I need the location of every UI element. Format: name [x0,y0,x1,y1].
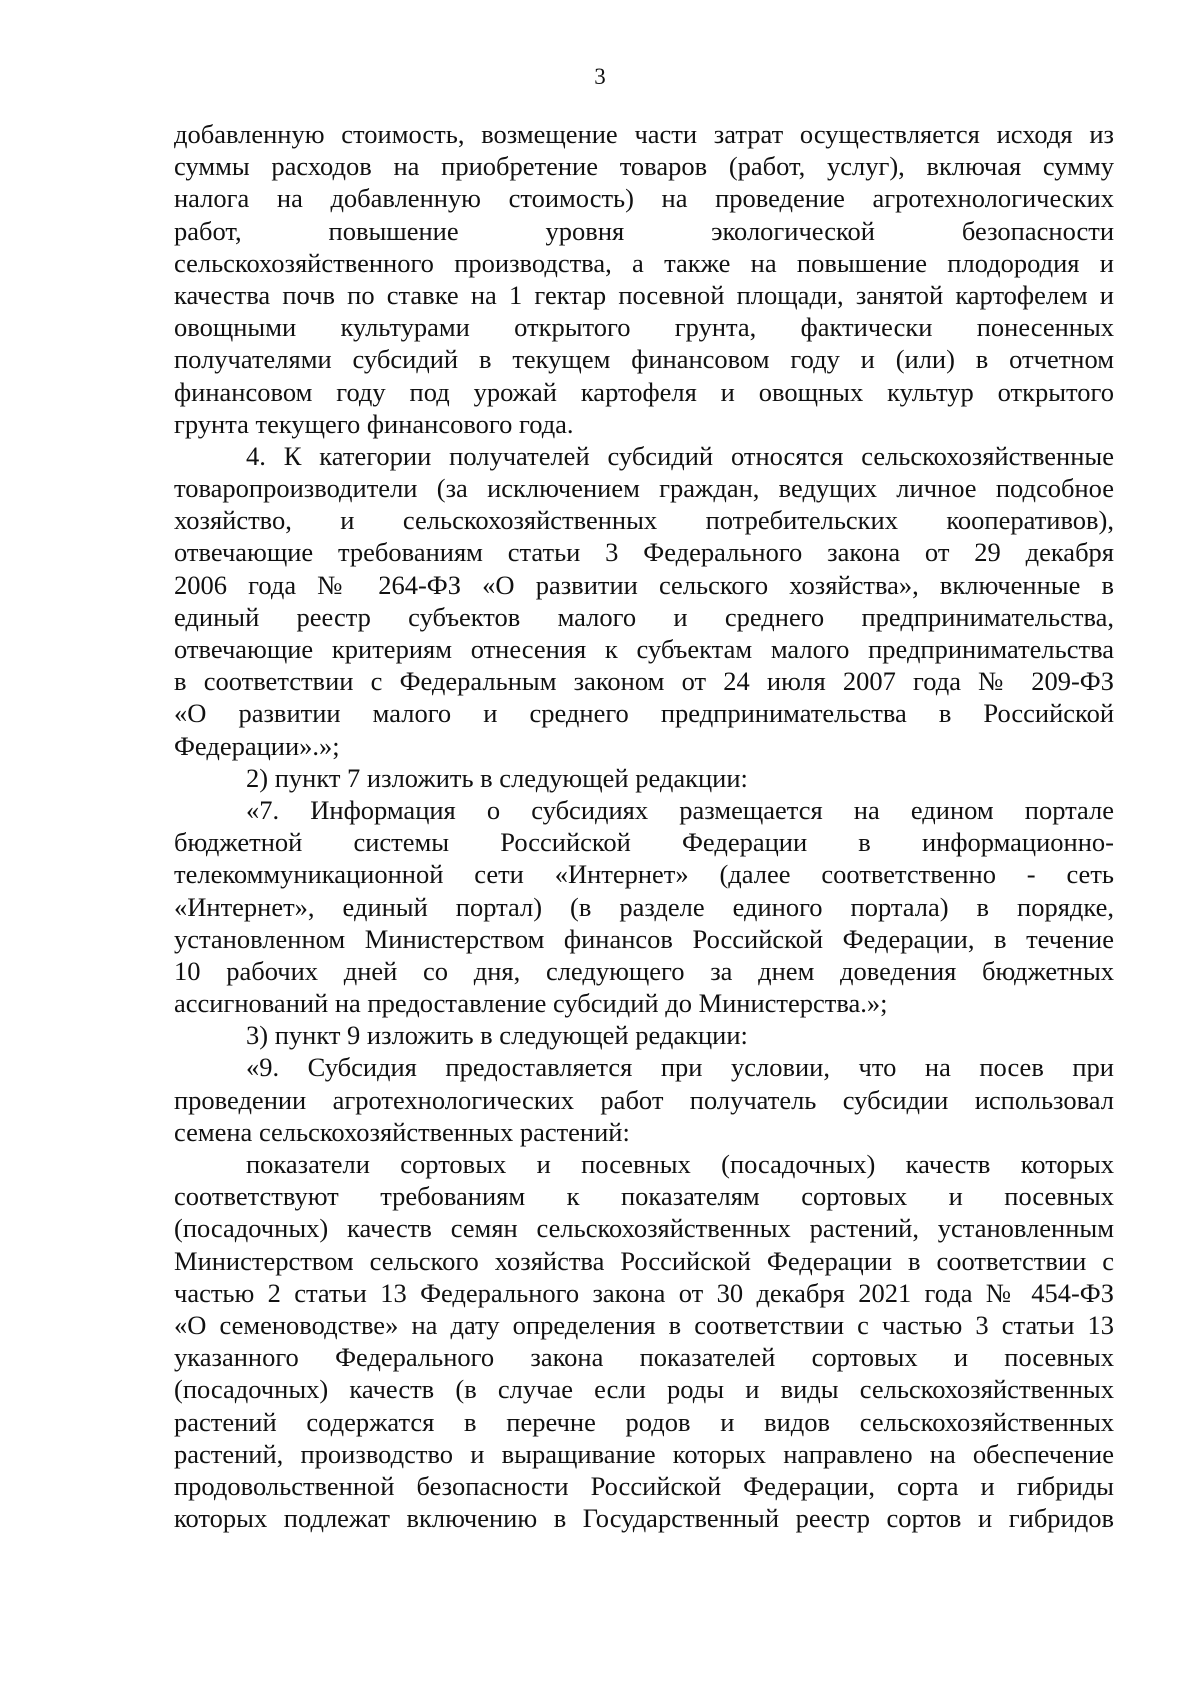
text-line: которых подлежат включению в Государственный реестр сортов и гибридов [174,1503,1114,1534]
text-line: 10 рабочих дней со дня, следующего за днем доведения бюджетных [174,955,1114,986]
text-line: качества почв по ставке на 1 гектар посевной площади, занятой картофелем и [174,279,1114,310]
text-line: в соответствии с Федеральным законом от 24 июля 2007 года № 209-ФЗ [174,666,1114,697]
text-line: «9. Субсидия предоставляется при условии, что на посев при [246,1052,1114,1083]
text-line: указанного Федерального закона показателей сортовых и посевных [174,1342,1114,1373]
text-line: суммы расходов на приобретение товаров (работ, услуг), включая сумму [174,151,1114,182]
text-line: «О развитии малого и среднего предпринимательства в Российской [174,698,1114,729]
text-line: телекоммуникационной сети «Интернет» (далее соответственно - сеть [174,859,1114,890]
text-line: семена сельскохозяйственных растений: [174,1116,630,1147]
text-line: овощными культурами открытого грунта, фактически понесенных [174,312,1114,343]
text-line: растений содержатся в перечне родов и видов сельскохозяйственных [174,1406,1114,1437]
text-line: грунта текущего финансового года. [174,408,574,439]
text-line: соответствуют требованиям к показателям сортовых и посевных [174,1181,1114,1212]
text-line: (посадочных) качеств семян сельскохозяйственных растений, установленным [174,1213,1114,1244]
text-line: единый реестр субъектов малого и среднего предпринимательства, [174,601,1114,632]
text-line: 4. К категории получателей субсидий относятся сельскохозяйственные [246,440,1114,471]
text-line: финансовом году под урожай картофеля и овощных культур открытого [174,376,1114,407]
text-line: установленном Министерством финансов Российской Федерации, в течение [174,923,1114,954]
text-line: отвечающие критериям отнесения к субъектам малого предпринимательства [174,634,1114,664]
text-line: получателями субсидий в текущем финансовом году и (или) в отчетном [174,344,1114,375]
text-line: проведении агротехнологических работ получатель субсидии использовал [174,1084,1114,1115]
text-line: 2006 года № 264-ФЗ «О развитии сельского хозяйства», включенные в [174,569,1114,600]
text-line: ассигнований на предоставление субсидий до Министерства.»; [174,988,888,1019]
document-body [174,118,1114,1534]
text-line: «О семеноводстве» на дату определения в соответствии с частью 3 статьи 13 [174,1309,1114,1340]
text-line: «Интернет», единый портал) (в разделе единого портала) в порядке, [174,891,1114,922]
text-line: отвечающие требованиям статьи 3 Федерального закона от 29 декабря [174,537,1114,568]
text-line: товаропроизводители (за исключением граждан, ведущих личное подсобное [174,473,1114,504]
text-line: сельскохозяйственного производства, а также на повышение плодородия и [174,247,1114,278]
text-line: продовольственной безопасности Российской Федерации, сорта и гибриды [174,1470,1114,1501]
text-line: бюджетной системы Российской Федерации в информационно- [174,827,1114,858]
text-line: (посадочных) качеств (в случае если роды и виды сельскохозяйственных [174,1374,1114,1405]
text-line: растений, производство и выращивание которых направлено на обеспечение [174,1438,1114,1469]
text-line: частью 2 статьи 13 Федерального закона от 30 декабря 2021 года № 454-ФЗ [174,1277,1114,1308]
text-line: налога на добавленную стоимость) на проведение агротехнологических [174,183,1114,214]
text-line: Министерством сельского хозяйства Российской Федерации в соответствии с [174,1245,1114,1276]
text-line: работ, повышение уровня экологической безопасности [174,215,1114,246]
text-line: показатели сортовых и посевных (посадочных) качеств которых [246,1149,1114,1179]
text-line: 3) пункт 9 изложить в следующей редакции: [246,1020,748,1051]
text-line: Федерации».»; [174,730,340,761]
text-line: «7. Информация о субсидиях размещается на едином портале [246,794,1114,825]
text-line: добавленную стоимость, возмещение части затрат осуществляется исходя из [174,119,1114,149]
page-number: 3 [594,64,606,89]
text-line: хозяйство, и сельскохозяйственных потребительских кооперативов), [174,505,1114,536]
text-line: 2) пункт 7 изложить в следующей редакции: [246,762,748,793]
